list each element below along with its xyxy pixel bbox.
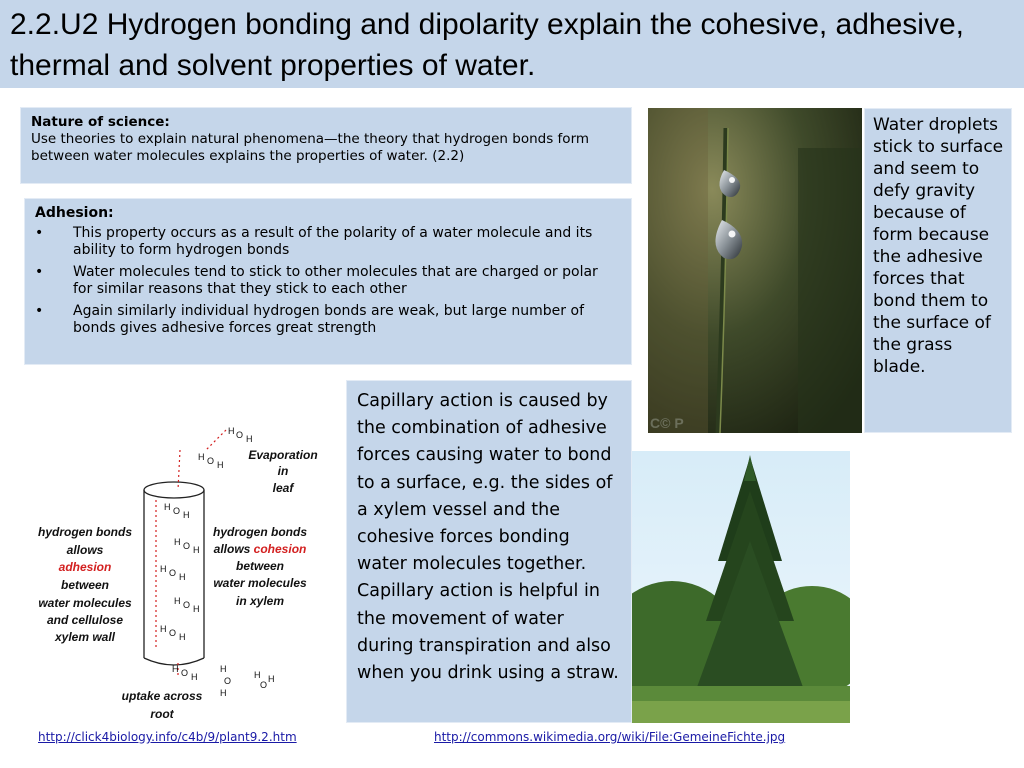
molecule-atom: H bbox=[179, 572, 186, 582]
adhesion-diagram-label: hydrogen bonds bbox=[38, 525, 132, 539]
molecule-atom: H bbox=[193, 604, 200, 614]
source-link-click4biology[interactable]: http://click4biology.info/c4b/9/plant9.2.htm bbox=[38, 730, 297, 744]
adhesion-bullet-list bbox=[35, 225, 621, 337]
molecule-atom: H bbox=[172, 664, 179, 674]
molecule-atom: O bbox=[169, 568, 177, 578]
source-link-wikimedia[interactable]: http://commons.wikimedia.org/wiki/File:GemeineFichte.jpg bbox=[434, 730, 786, 744]
bullet-symbol: • bbox=[35, 264, 44, 280]
cohesion-diagram-label bbox=[214, 542, 307, 556]
bullet-symbol: • bbox=[35, 303, 44, 319]
molecule-atom: H bbox=[268, 674, 275, 684]
cohesion-diagram-label: hydrogen bonds bbox=[213, 525, 307, 539]
adhesion-heading: Adhesion: bbox=[35, 205, 114, 221]
bullet-symbol: • bbox=[35, 225, 44, 241]
molecule-atom: H bbox=[254, 670, 261, 680]
molecule-atom: H bbox=[174, 537, 181, 547]
slide-title: 2.2.U2 Hydrogen bonding and dipolarity explain the cohesive, adhesive, thermal and solvent properties of water. bbox=[0, 0, 1024, 88]
molecule-atom: O bbox=[236, 430, 244, 440]
adhesion-bullet-text: This property occurs as a result of the polarity of a water molecule and its ability to form hydrogen bonds bbox=[73, 225, 593, 258]
xylem-capillary-diagram bbox=[28, 410, 338, 726]
cohesion-allows-text: allows bbox=[213, 542, 251, 556]
molecule-atom: H bbox=[160, 564, 167, 574]
spruce-tree-photo bbox=[632, 451, 850, 723]
nature-of-science-heading: Nature of science: bbox=[31, 114, 170, 130]
molecule-atom: O bbox=[169, 628, 177, 638]
adhesion-diagram-label: and cellulose bbox=[46, 613, 124, 627]
cohesion-diagram-label: water molecules bbox=[213, 576, 307, 590]
molecule-atom: H bbox=[179, 632, 186, 642]
adhesion-diagram-label: xylem wall bbox=[54, 630, 116, 644]
molecule-atom: O bbox=[224, 676, 232, 686]
adhesion-diagram-label: water molecules bbox=[38, 596, 132, 610]
cohesion-diagram-label: between bbox=[235, 559, 285, 573]
adhesion-diagram-label: allows bbox=[66, 543, 104, 557]
adhesion-bullet bbox=[35, 303, 621, 337]
molecule-atom: H bbox=[160, 624, 167, 634]
adhesion-bullet bbox=[35, 225, 621, 259]
molecule-atom: H bbox=[164, 502, 171, 512]
molecule-atom: O bbox=[260, 680, 268, 690]
evaporation-label: leaf bbox=[272, 481, 294, 495]
uptake-label: root bbox=[150, 707, 174, 721]
water-droplet-caption: Water droplets stick to surface and seem to defy gravity because of form because the adhesive forces that bond them to the surface of the grass blade. bbox=[864, 108, 1012, 433]
cohesion-diagram-highlight: cohesion bbox=[253, 542, 307, 556]
uptake-label: uptake across bbox=[121, 689, 203, 703]
molecule-atom: H bbox=[193, 545, 200, 555]
molecule-atom: H bbox=[217, 460, 224, 470]
molecule-atom: H bbox=[246, 434, 253, 444]
adhesion-box bbox=[24, 198, 632, 365]
cohesion-diagram-label: in xylem bbox=[235, 594, 285, 608]
adhesion-bullet-text: Water molecules tend to stick to other molecules that are charged or polar for similar reasons that they stick to each other bbox=[73, 264, 598, 297]
photo-watermark: C© P bbox=[650, 415, 684, 431]
molecule-atom: O bbox=[207, 456, 215, 466]
adhesion-diagram-highlight: adhesion bbox=[58, 560, 112, 574]
molecule-atom: O bbox=[173, 506, 181, 516]
molecule-atom: H bbox=[228, 426, 235, 436]
adhesion-bullet bbox=[35, 264, 621, 298]
adhesion-diagram-label: between bbox=[60, 578, 110, 592]
molecule-atom: O bbox=[183, 541, 191, 551]
molecule-atom: H bbox=[220, 664, 227, 674]
evaporation-label: in bbox=[277, 464, 289, 478]
molecule-atom: O bbox=[181, 668, 189, 678]
molecule-atom: O bbox=[183, 600, 191, 610]
nature-of-science-box bbox=[20, 107, 632, 184]
adhesion-bullet-text: Again similarly individual hydrogen bonds are weak, but large number of bonds gives adhesive forces great strength bbox=[73, 303, 584, 336]
water-droplet-photo bbox=[648, 108, 862, 433]
molecule-atom: H bbox=[191, 672, 198, 682]
capillary-action-caption: Capillary action is caused by the combination of adhesive forces causing water to bond to a surface, e.g. the sides of a xylem vessel and the cohesive forces bonding water molecules together. Capillary action is helpful in the movement of water during transpiration and also when you drink using a straw. bbox=[346, 380, 632, 723]
evaporation-label: Evaporation bbox=[248, 448, 318, 462]
molecule-atom: H bbox=[220, 688, 227, 698]
molecule-atom: H bbox=[174, 596, 181, 606]
nature-of-science-text: Use theories to explain natural phenomena—the theory that hydrogen bonds form between water molecules explains the properties of water. (2.2) bbox=[31, 131, 590, 164]
molecule-atom: H bbox=[183, 510, 190, 520]
molecule-atom: H bbox=[198, 452, 205, 462]
